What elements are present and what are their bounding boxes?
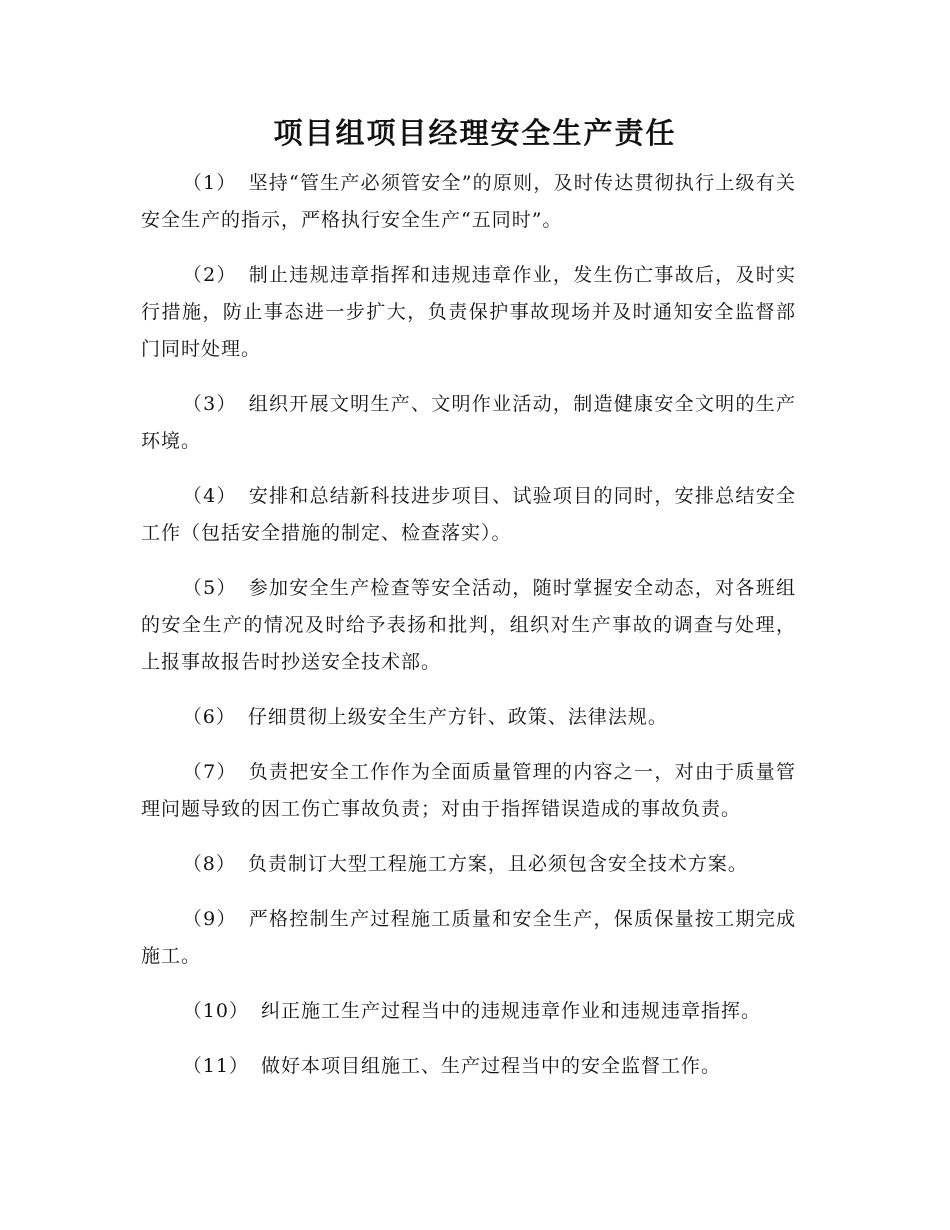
clause-1	[141, 165, 796, 239]
clause-number: （7）	[182, 761, 237, 783]
clause-number: （1）	[182, 172, 237, 194]
clause-number: （8）	[182, 853, 236, 875]
clause-text: 严格控制生产过程施工质量和安全生产，保质保量按工期完成施工。	[141, 908, 796, 967]
clause-6	[141, 699, 796, 736]
clause-2	[141, 257, 796, 368]
clause-text: 制止违规违章指挥和违规违章作业，发生伤亡事故后，及时实行措施，防止事态进一步扩大，负责保护事故现场并及时通知安全监督部门同时处理。	[141, 264, 796, 360]
clause-11	[141, 1048, 796, 1085]
clause-8	[141, 846, 796, 883]
clause-number: （5）	[182, 577, 237, 599]
clause-text: 组织开展文明生产、文明作业活动，制造健康安全文明的生产环境。	[141, 393, 796, 452]
clause-number: （6）	[182, 706, 236, 728]
clause-number: （3）	[182, 393, 237, 415]
document-body	[141, 165, 796, 1103]
clause-10	[141, 993, 796, 1030]
clause-number: （9）	[182, 908, 237, 930]
clause-text: 纠正施工生产过程当中的违规违章作业和违规违章指挥。	[260, 1000, 761, 1022]
clause-3	[141, 386, 796, 460]
clause-number: （4）	[182, 485, 237, 507]
clause-9	[141, 901, 796, 975]
clause-4	[141, 478, 796, 552]
clause-text: 负责把安全工作作为全面质量管理的内容之一，对由于质量管理问题导致的因工伤亡事故负责；对由于指挥错误造成的事故负责。	[141, 761, 796, 820]
clause-text: 参加安全生产检查等安全活动，随时掌握安全动态，对各班组的安全生产的情况及时给予表扬和批判，组织对生产事故的调查与处理，上报事故报告时抄送安全技术部。	[141, 577, 796, 673]
clause-5	[141, 570, 796, 681]
clause-7	[141, 754, 796, 828]
clause-number: （2）	[182, 264, 237, 286]
page-title: 项目组项目经理安全生产责任	[273, 116, 677, 150]
clause-text: 负责制订大型工程施工方案，且必须包含安全技术方案。	[247, 853, 748, 875]
clause-text: 仔细贯彻上级安全生产方针、政策、法律法规。	[247, 706, 668, 728]
clause-number: （10）	[182, 1000, 249, 1022]
clause-text: 坚持“管生产必须管安全”的原则，及时传达贯彻执行上级有关安全生产的指示，严格执行安全生产“五同时”。	[141, 172, 796, 231]
clause-text: 做好本项目组施工、生产过程当中的安全监督工作。	[260, 1055, 721, 1077]
clause-number: （11）	[182, 1055, 249, 1077]
clause-text: 安排和总结新科技进步项目、试验项目的同时，安排总结安全工作（包括安全措施的制定、检查落实）。	[141, 485, 796, 544]
